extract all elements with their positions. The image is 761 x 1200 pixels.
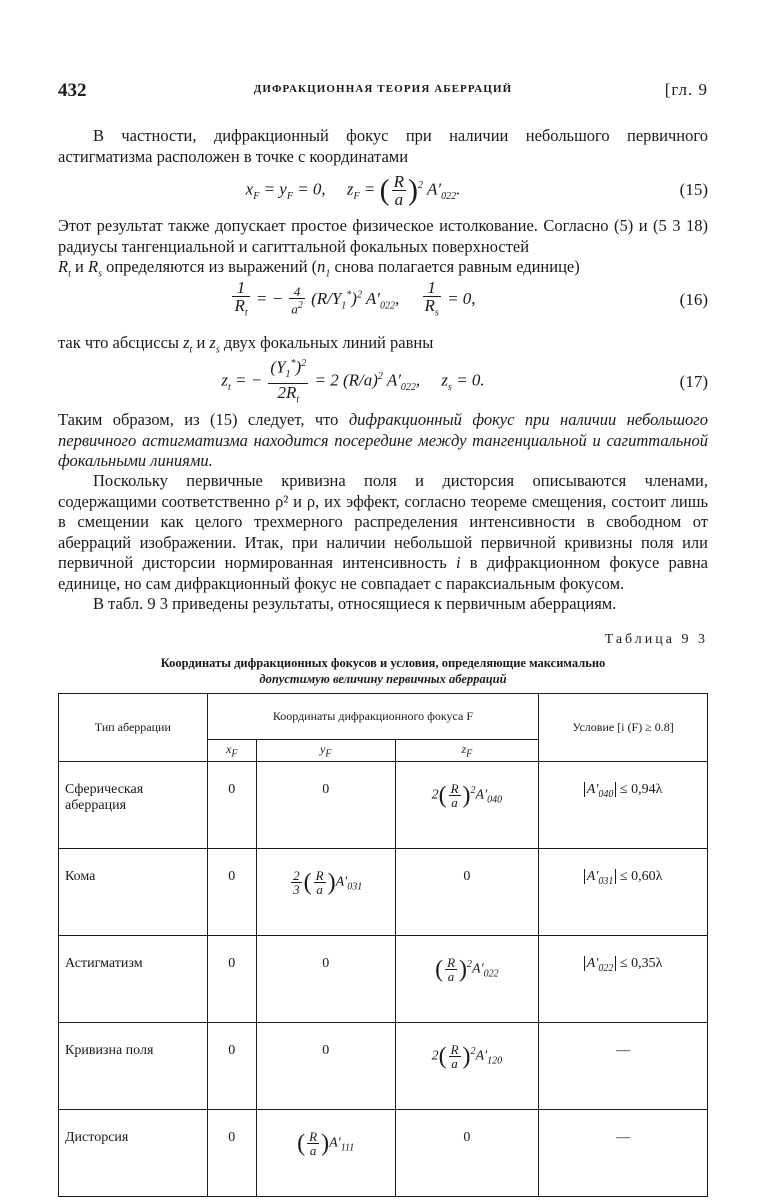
row-z: 0 [395,849,539,936]
chapter-ref: [гл. 9 [664,80,708,99]
equation-17-body: $z_t$ = − $\frac{(Y_1^*)^2}{2R_t}$ = 2 $(R/a)^2$ $A'_{022}$, $z_s = 0$. [58,355,648,408]
col-header-y: $y_F$ [256,740,395,762]
row-z: 2( $\frac{R}{a}$ )$^2A'_{040}$ [395,762,539,849]
col-header-z: $z_F$ [395,740,539,762]
col-header-type: Тип аберрации [59,694,208,762]
paragraph-4: Таким образом, из (15) следует, что дифракционный фокус при наличии небольшого первичного астигматизма находится посередине между тангенциальной и сагиттальной фокальными линиями. [58,410,708,470]
row-z: 0 [395,1110,539,1197]
row-name: Кривизна поля [59,1023,208,1110]
equation-16-number: (16) [679,290,708,309]
row-condition: $A'_{022} \le 0,35\lambda$ [539,936,708,1023]
paragraph-6: В табл. 9 3 приведены результаты, относящиеся к первичным аберрациям. [93,594,617,613]
table-caption: Координаты дифракционных фокусов и условия, определяющие максимально допустимую величину первичных аберраций [160,656,606,686]
row-y: $\frac{2}{3}$ ( $\frac{R}{a}$ )$A'_{031}$ [256,849,395,936]
row-y: ( $\frac{R}{a}$ )$A'_{111}$ [256,1110,395,1197]
equation-17 [58,357,708,406]
table-row [59,849,708,936]
paragraph-1: В частности, дифракционный фокус при наличии небольшого первичного астигматизма расположен в точке с координатами [58,126,708,166]
row-x: 0 [207,762,256,849]
equation-17-number: (17) [679,372,708,391]
paragraph-2: Этот результат также допускает простое физическое истолкование. Согласно (5) и (5 3 18) радиусы тангенциальной и сагиттальной фокальных поверхностей $R_t$ и $R_s$ определяются из выражений ($n_1$ снова полагается равным единице) [58,216,708,280]
row-y: 0 [256,1023,395,1110]
row-name: Сферическая аберрация [59,762,208,849]
row-z: 2( $\frac{R}{a}$ )$^2A'_{120}$ [395,1023,539,1110]
row-condition: — [539,1023,708,1110]
row-condition: — [539,1110,708,1197]
row-condition: $A'_{031} \le 0,60\lambda$ [539,849,708,936]
row-x: 0 [207,849,256,936]
paragraph-5: Поскольку первичные кривизна поля и дисторсия описываются членами, содержащими соответственно ρ² и ρ, их эффект, согласно теореме смещения, состоит лишь в смещении как целого трехмерного распределения интенсивности в свободном от аберраций изображении. Итак, при наличии небольшой первичной кривизны поля или первичной дисторсии нормированная интенсивность i в дифракционном фокусе равна единице, но сам дифракционный фокус не совпадает с параксиальным фокусом. [58,471,709,593]
equation-16-body: $\frac{1}{R_t}$ = − $\frac{4}{a^2}$ $(R/Y_1^*)^2$ $A'_{022}$, $\frac{1}{R_s}$ = 0, [234,277,476,319]
equation-15-body: $x_F = y_F = 0$, $z_F$ = ( $\frac{R}{a}$ )$^2$ $A'_{022}$. [245,171,461,209]
row-z: ( $\frac{R}{a}$ )$^2A'_{022}$ [395,936,539,1023]
running-title: ДИФРАКЦИОННАЯ ТЕОРИЯ АБЕРРАЦИЙ [253,83,513,95]
col-header-x: $x_F$ [207,740,256,762]
row-x: 0 [207,1110,256,1197]
row-x: 0 [207,1023,256,1110]
row-y: 0 [256,936,395,1023]
row-name: Кома [59,849,208,936]
equation-15 [58,170,708,210]
row-y: 0 [256,762,395,849]
col-header-coords: Координаты дифракционного фокуса F [207,694,539,740]
table-label: Таблица 9 3 [604,632,708,647]
row-x: 0 [207,936,256,1023]
page-number: 432 [58,80,87,101]
equation-16 [58,277,708,320]
row-name: Астигматизм [59,936,208,1023]
paragraph-3: так что абсциссы $z_t$ и $z_s$ двух фокальных линий равны [58,333,434,356]
col-header-condition: Условие [i (F) ≥ 0.8] [539,694,708,762]
row-condition: $A'_{040} \le 0,94\lambda$ [539,762,708,849]
table-row [59,762,708,849]
aberration-table [58,693,708,1197]
table-row [59,936,708,1023]
table-row [59,1110,708,1197]
running-header [58,80,708,102]
table-row [59,1023,708,1110]
equation-15-number: (15) [679,180,708,199]
row-name: Дисторсия [59,1110,208,1197]
